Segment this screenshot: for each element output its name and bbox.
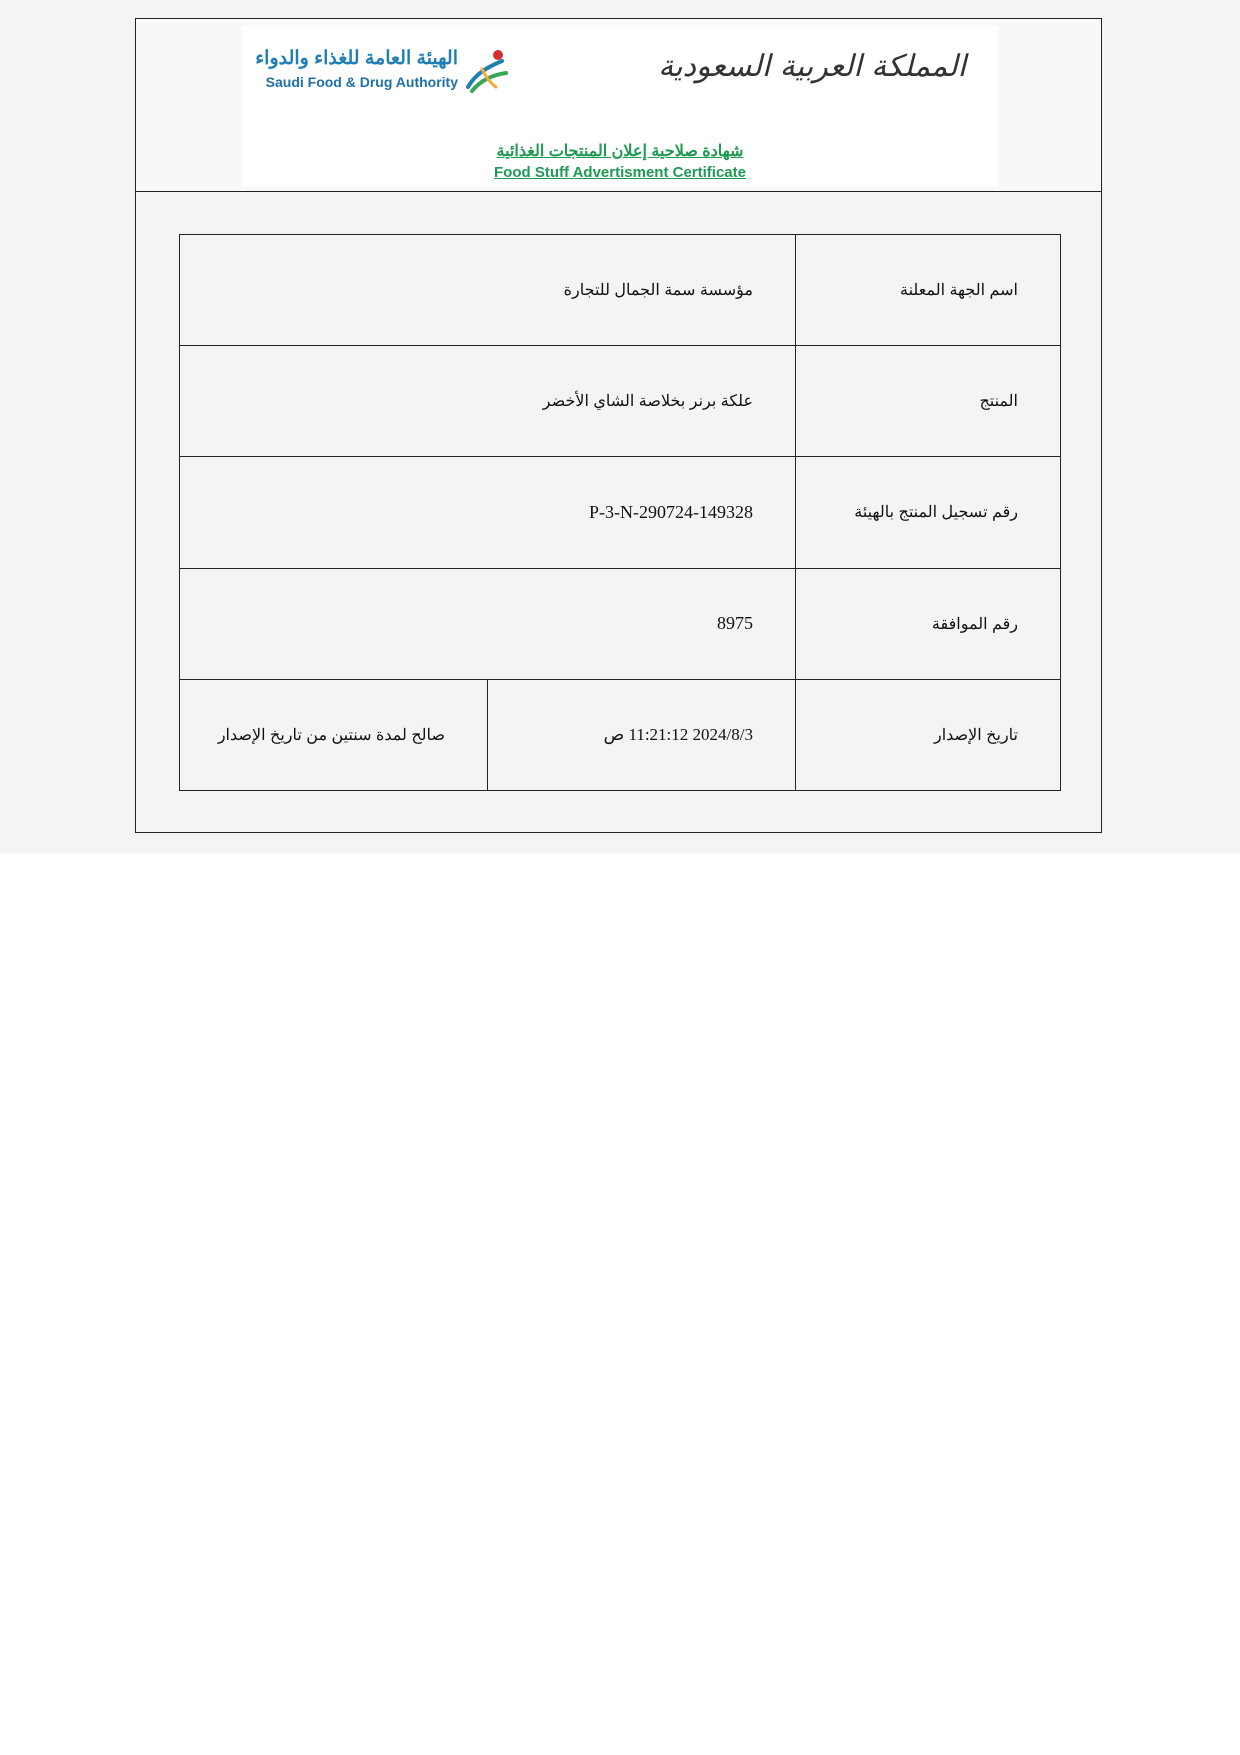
certificate <box>135 18 1102 833</box>
approval-number-label: رقم الموافقة <box>796 568 1061 679</box>
certificate-title-ar: شهادة صلاحية إعلان المنتجات الغذائية <box>496 143 744 160</box>
table-row <box>180 346 1061 457</box>
authority-name-en: Saudi Food & Drug Authority <box>265 74 458 90</box>
issue-date-value: 2024/8/3 11:21:12 ص <box>488 679 796 790</box>
authority-name-ar: الهيئة العامة للغذاء والدواء <box>255 48 458 69</box>
advertiser-label: اسم الجهة المعلنة <box>796 235 1061 346</box>
issue-date-label: تاريخ الإصدار <box>796 679 1061 790</box>
registration-number-value: P-3-N-290724-149328 <box>180 457 796 568</box>
sfda-emblem-icon <box>462 47 510 95</box>
approval-number-value: 8975 <box>180 568 796 679</box>
certificate-details-table <box>179 234 1061 791</box>
table-row <box>180 235 1061 346</box>
table-row <box>180 457 1061 568</box>
product-value: علكة برنر بخلاصة الشاي الأخضر <box>180 346 796 457</box>
product-label: المنتج <box>796 346 1061 457</box>
certificate-title-en: Food Stuff Advertisment Certificate <box>494 164 746 181</box>
certificate-header <box>136 19 1101 192</box>
registration-number-label: رقم تسجيل المنتج بالهيئة <box>796 457 1061 568</box>
header-banner <box>242 25 998 187</box>
kingdom-calligraphy: المملكة العربية السعودية <box>658 49 966 84</box>
table-row <box>180 568 1061 679</box>
advertiser-value: مؤسسة سمة الجمال للتجارة <box>180 235 796 346</box>
validity-value: صالح لمدة سنتين من تاريخ الإصدار <box>180 679 488 790</box>
table-row <box>180 679 1061 790</box>
sfda-logo <box>255 47 510 97</box>
